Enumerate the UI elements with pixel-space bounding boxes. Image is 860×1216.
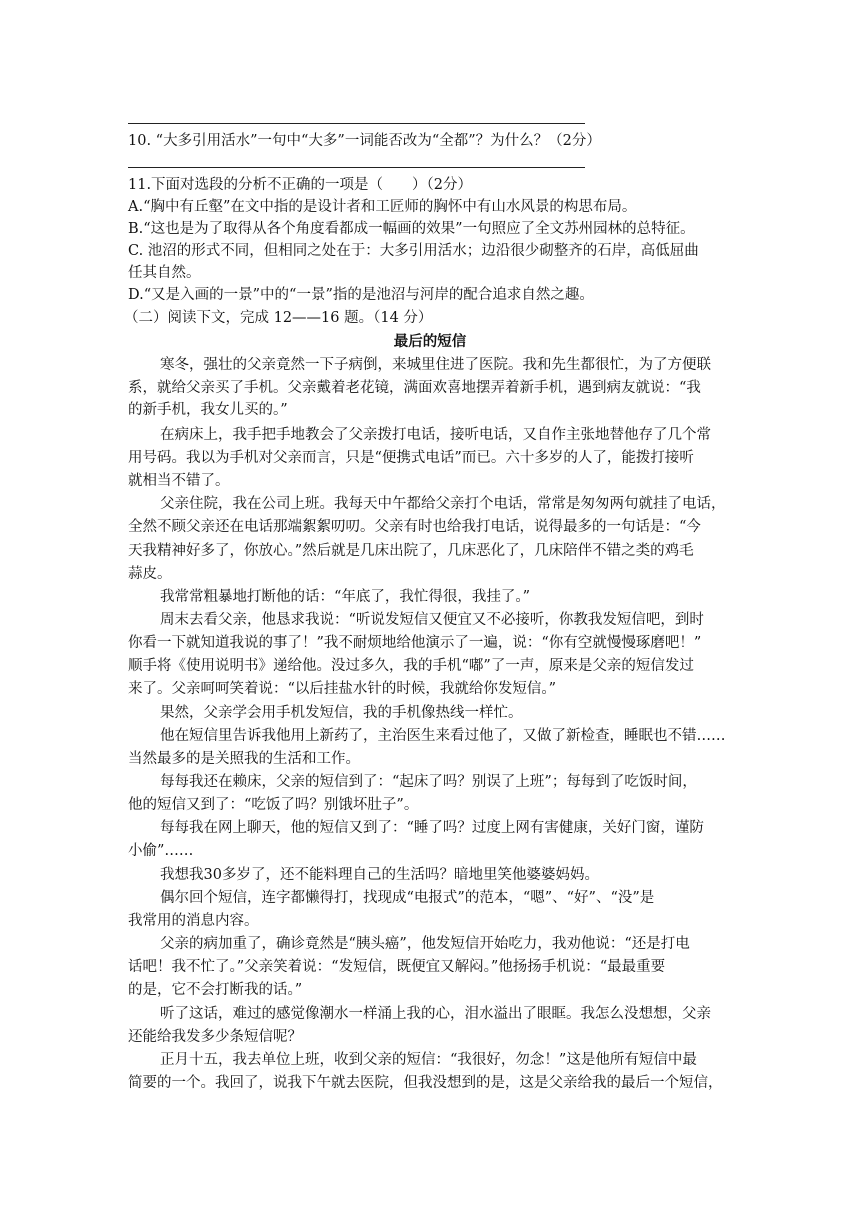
question-10: 10. “大多引用活水”一句中“大多”一词能否改为“全都”？为什么？（2分） — [128, 133, 601, 149]
answer-line — [128, 167, 585, 168]
article-title: 最后的短信 — [393, 333, 467, 350]
article-line: 全然不顾父亲还在电话那端絮絮叨叨。父亲有时也给我打电话，说得最多的一句话是：“今 — [128, 519, 701, 535]
article-line: 就相当不错了。 — [128, 473, 230, 489]
article-line: 系，就给父亲买了手机。父亲戴着老花镜，满面欢喜地摆弄着新手机，遇到病友就说：“我 — [128, 380, 701, 396]
article-line: 听了这话，难过的感觉像潮水一样涌上我的心，泪水溢出了眼眶。我怎么没想想，父亲 — [160, 1006, 711, 1022]
article-line: 的是，它不会打断我的话。” — [128, 982, 303, 998]
answer-line — [128, 123, 585, 124]
question-11-stem: 11.下面对选段的分析不正确的一项是（ ）（2分） — [128, 177, 473, 193]
article-line: 他的短信又到了：“吃饭了吗？别饿坏肚子”。 — [128, 797, 419, 813]
question-11-option-b: B.“这也是为了取得从各个角度看都成一幅画的效果”一句照应了全文苏州园林的总特征。 — [128, 221, 695, 237]
article-line: 小偷”…… — [128, 843, 194, 859]
article-line: 蒜皮。 — [128, 566, 172, 582]
article-line: 父亲的病加重了，确诊竟然是“胰头癌”，他发短信开始吃力，我劝他说：“还是打电 — [160, 936, 690, 952]
article-line: 果然，父亲学会用手机发短信，我的手机像热线一样忙。 — [160, 705, 523, 721]
article-line: 寒冬，强壮的父亲竟然一下子病倒，来城里住进了医院。我和先生都很忙，为了方便联 — [160, 357, 711, 373]
article-line: 简要的一个。我回了，说我下午就去医院，但我没想到的是，这是父亲给我的最后一个短信， — [128, 1075, 723, 1091]
article-line: 每每我在网上聊天，他的短信又到了：“睡了吗？过度上网有害健康，关好门窗，谨防 — [160, 820, 704, 836]
article-line: 我常常粗暴地打断他的话：“年底了，我忙得很，我挂了。” — [160, 589, 531, 605]
article-line: 话吧！我不忙了。”父亲笑着说：“发短信，既便宜又解闷。”他扬扬手机说：“最最重要 — [128, 959, 666, 975]
question-11-option-d: D.“又是入画的一景”中的“一景”指的是池沼与河岸的配合追求自然之趣。 — [128, 287, 594, 303]
article-line: 我常用的消息内容。 — [128, 913, 259, 929]
question-11-option-c: C. 池沼的形式不同，但相同之处在于：大多引用活水；边沿很少砌整齐的石岸，高低屈曲 — [128, 243, 699, 259]
article-line: 周末去看父亲，他恳求我说：“听说发短信又便宜又不必接听，你教我发短信吧，到时 — [160, 612, 704, 628]
article-line: 每每我还在赖床，父亲的短信到了：“起床了吗？别误了上班”；每每到了吃饭时间， — [160, 774, 697, 790]
question-11-option-c-cont: 任其自然。 — [128, 265, 201, 281]
article-line: 用号码。我以为手机对父亲而言，只是“便携式电话”而已。六十多岁的人了，能拨打接听 — [128, 450, 694, 466]
article-line: 在病床上，我手把手地教会了父亲拨打电话，接听电话，又自作主张地替他存了几个常 — [160, 427, 711, 443]
article-line: 的新手机，我女儿买的。” — [128, 402, 288, 418]
article-line: 天我精神好多了，你放心。”然后就是几床出院了，几床恶化了，几床陪伴不错之类的鸡毛 — [128, 543, 694, 559]
article-line: 正月十五，我去单位上班，收到父亲的短信：“我很好，勿念！”这是他所有短信中最 — [160, 1052, 697, 1068]
article-line: 父亲住院，我在公司上班。我每天中午都给父亲打个电话，常常是匆匆两句就挂了电话， — [160, 496, 726, 512]
article-line: 顺手将《使用说明书》递给他。没过多久，我的手机“嘟”了一声，原来是父亲的短信发过 — [128, 658, 694, 674]
article-line: 当然最多的是关照我的生活和工作。 — [128, 751, 360, 767]
article-line: 偶尔回个短信，连字都懒得打，找现成“电报式”的范本，“嗯”、“好”、“没”是 — [160, 890, 655, 906]
article-line: 我想我30多岁了，还不能料理自己的生活吗？暗地里笑他婆婆妈妈。 — [160, 867, 599, 883]
question-11-option-a: A.“胸中有丘壑”在文中指的是设计者和工匠师的胸怀中有山水风景的构思布局。 — [128, 199, 637, 215]
article-line: 他在短信里告诉我他用上新药了，主治医生来看过他了，又做了新检查，睡眠也不错…… — [160, 728, 726, 744]
article-line: 还能给我发多少条短信呢？ — [128, 1029, 302, 1045]
section-heading: （二）阅读下文，完成 12——16 题。（14 分） — [124, 310, 433, 326]
article-line: 来了。父亲呵呵笑着说：“以后挂盐水针的时候，我就给你发短信。” — [128, 681, 557, 697]
article-line: 你看一下就知道我说的事了！”我不耐烦地给他演示了一遍，说：“你有空就慢慢琢磨吧！” — [128, 635, 702, 651]
